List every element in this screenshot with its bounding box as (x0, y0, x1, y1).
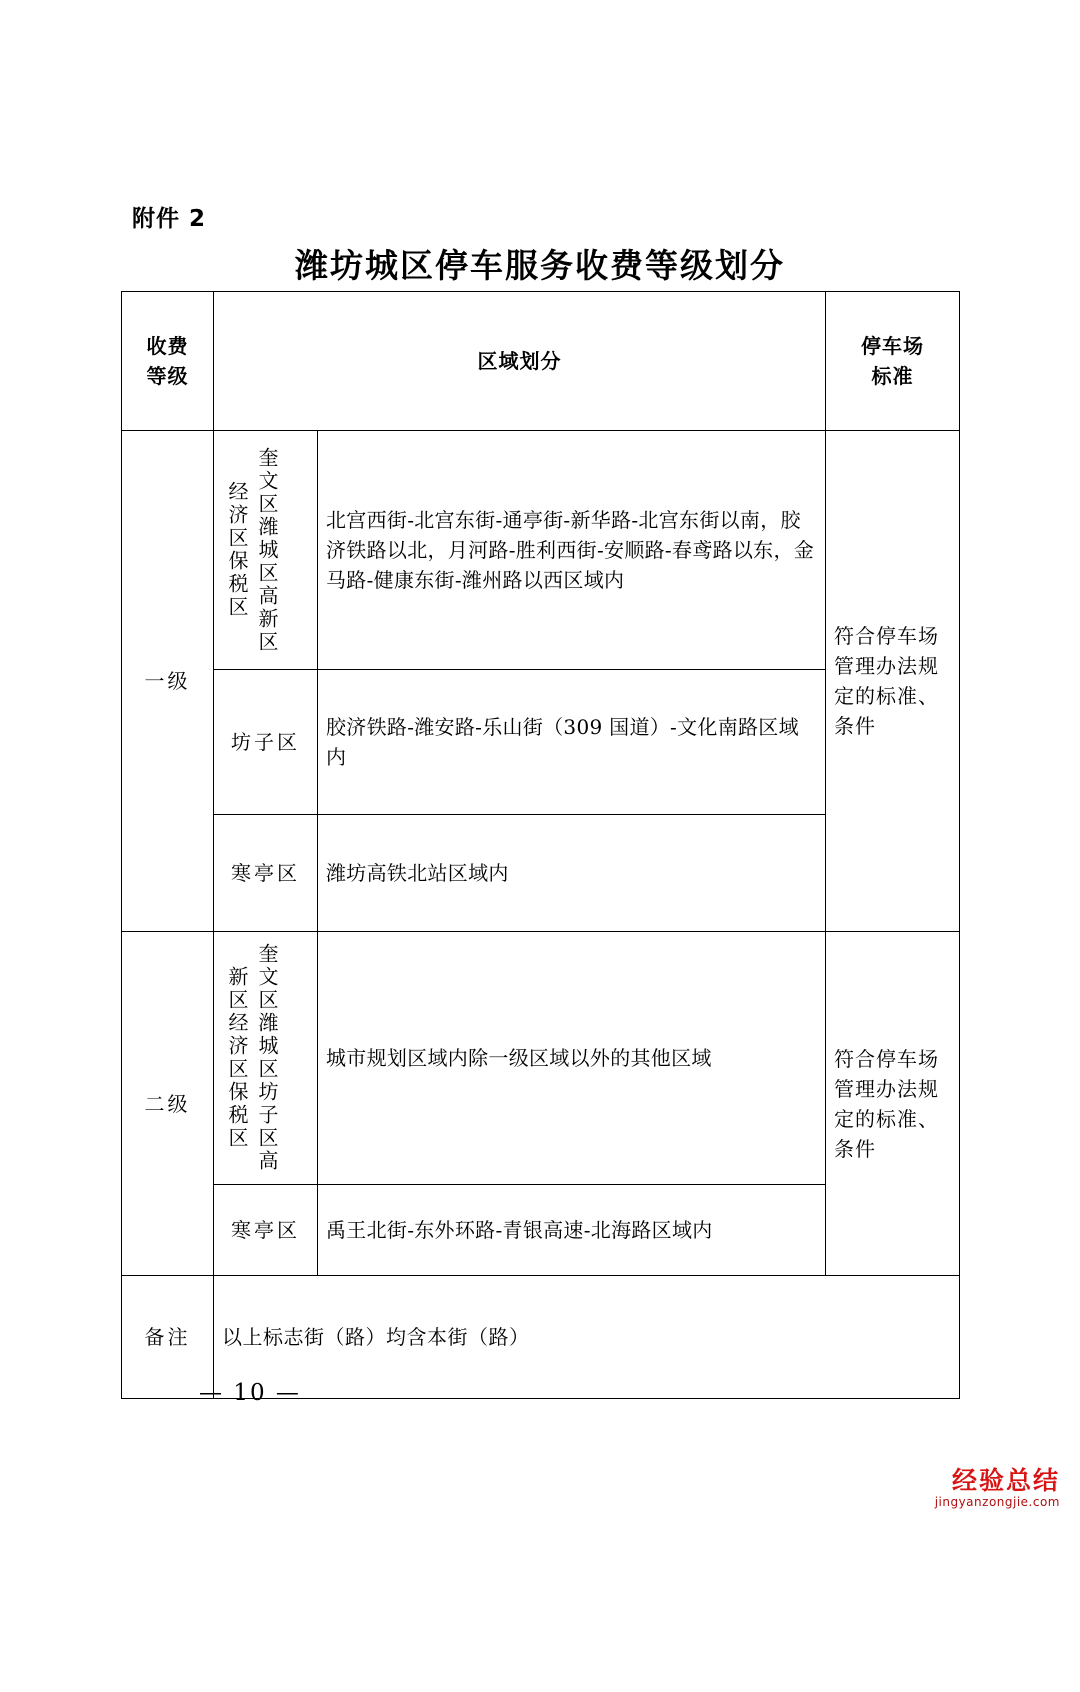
district-cell-2-2: 寒亭区 (214, 1185, 318, 1276)
page-title: 潍坊城区停车服务收费等级划分 (295, 246, 785, 285)
header-level-line1: 收费 (146, 334, 189, 358)
watermark (935, 1467, 1060, 1509)
table-header-row (122, 292, 960, 431)
area-cell-1-1: 北宫西街-北宫东街-通亭街-新华路-北宫东街以南，胶济铁路以北，月河路-胜利西街-安顺路-春鸢路以东，金马路-健康东街-潍州路以西区域内 (318, 431, 826, 670)
district-label-2-1: 奎文区潍城区坊子区高新区经济区保税区 (225, 943, 279, 1173)
header-standard-line1: 停车场 (861, 334, 924, 358)
remark-text: 以上标志街（路）均含本街（路） (214, 1276, 960, 1399)
watermark-main: 经验总结 (951, 1466, 1060, 1496)
watermark-sub: jingyanzongjie.com (934, 1494, 1060, 1509)
district-cell-1-2: 坊子区 (214, 670, 318, 815)
area-cell-1-3: 潍坊高铁北站区域内 (318, 815, 826, 932)
header-level-line2: 等级 (146, 364, 189, 388)
table-row (122, 932, 960, 1185)
page-number: — 10 — (199, 1380, 301, 1406)
level-cell-1 (122, 431, 214, 932)
district-cell-1-3: 寒亭区 (214, 815, 318, 932)
district-cell-1-1 (214, 431, 318, 670)
fee-level-table (121, 291, 960, 1399)
area-cell-1-2: 胶济铁路-潍安路-乐山街（309 国道）-文化南路区域内 (318, 670, 826, 815)
level-label-2: 二级 (144, 1091, 191, 1116)
standard-cell-2: 符合停车场管理办法规定的标准、条件 (826, 932, 960, 1276)
header-standard (826, 292, 960, 431)
district-cell-2-1 (214, 932, 318, 1185)
remark-label: 备注 (122, 1276, 214, 1399)
standard-cell-1: 符合停车场管理办法规定的标准、条件 (826, 431, 960, 932)
level-label-1: 一级 (144, 669, 191, 693)
level-cell-2 (122, 932, 214, 1276)
header-level (122, 292, 214, 431)
table-row (122, 431, 960, 670)
header-standard-line2: 标准 (871, 364, 914, 388)
attachment-label: 附件 2 (132, 206, 207, 232)
header-area: 区域划分 (214, 292, 826, 431)
area-cell-2-2: 禹王北街-东外环路-青银高速-北海路区域内 (318, 1185, 826, 1276)
area-cell-2-1: 城市规划区域内除一级区域以外的其他区域 (318, 932, 826, 1185)
district-label-1-1: 奎文区潍城区高新区经济区保税区 (225, 446, 279, 654)
